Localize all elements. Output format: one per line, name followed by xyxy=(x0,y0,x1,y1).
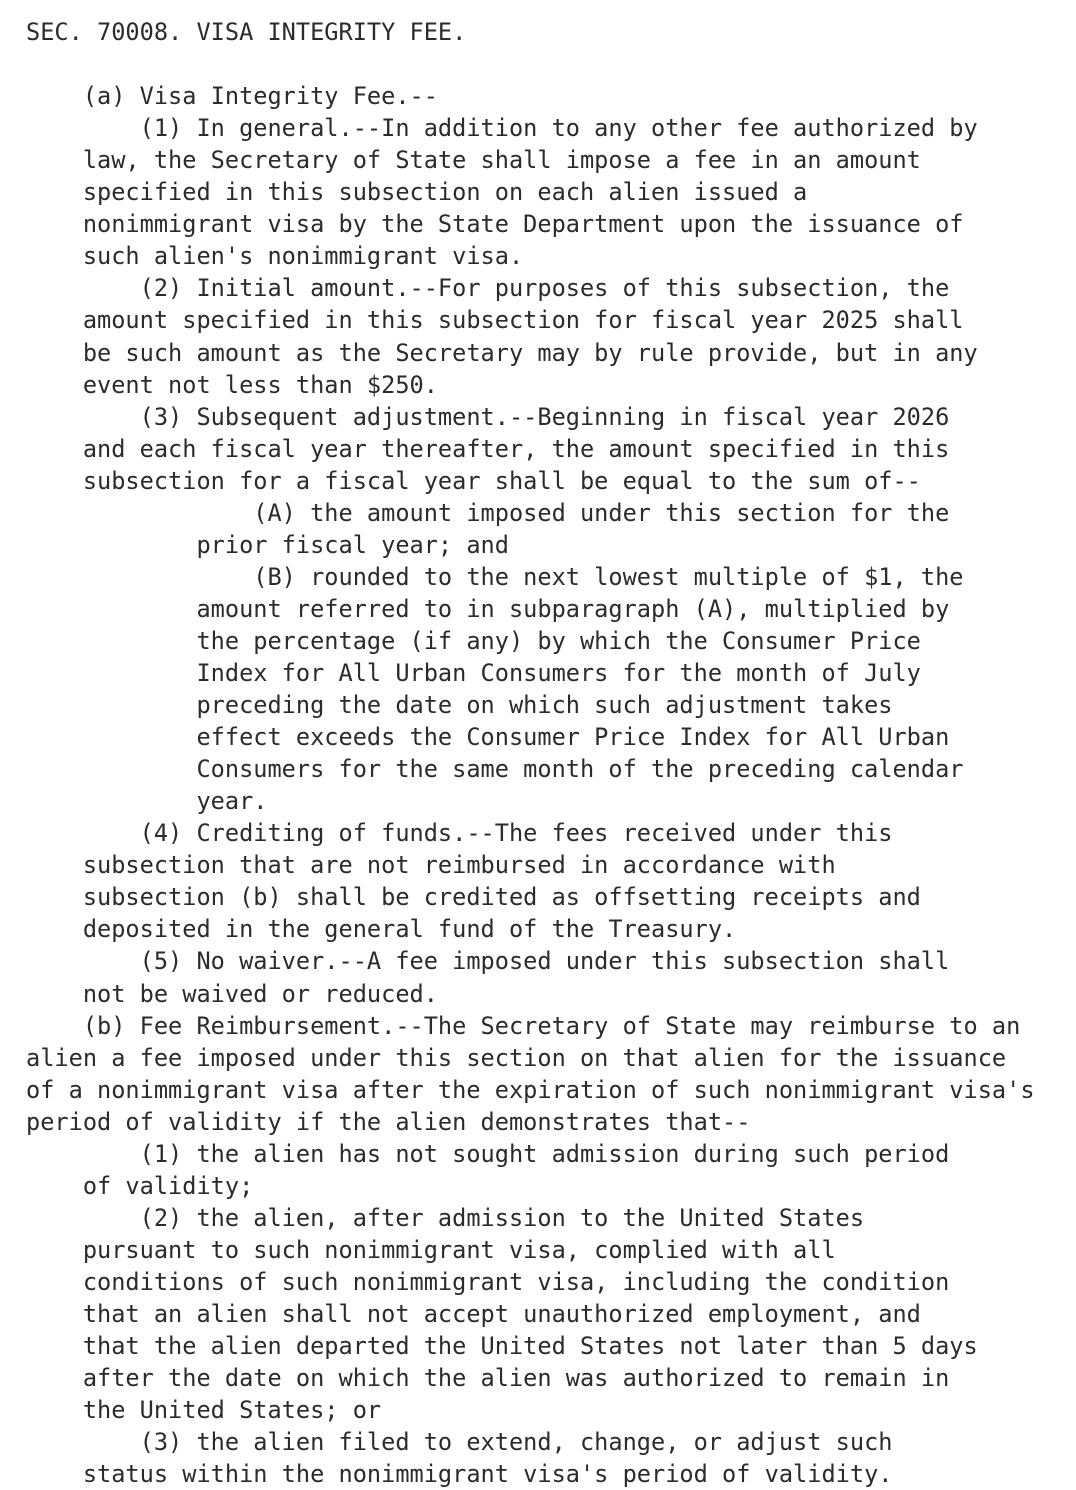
text-line: that an alien shall not accept unauthorized employment, and xyxy=(26,1300,921,1328)
text-line: (3) the alien filed to extend, change, or adjust such xyxy=(26,1428,893,1457)
text-line: nonimmigrant visa by the State Department upon the issuance of xyxy=(26,210,964,239)
text-line: (1) In general.--In addition to any other fee authorized by xyxy=(26,114,978,143)
text-line: event not less than $250. xyxy=(26,370,438,399)
text-line: period of validity if the alien demonstrates that-- xyxy=(26,1107,751,1136)
text-line: of validity; xyxy=(26,1171,254,1200)
text-line: specified in this subsection on each alien issued a xyxy=(26,178,808,207)
text-line: be such amount as the Secretary may by rule provide, but in any xyxy=(26,338,978,367)
text-line: Consumers for the same month of the preceding calendar xyxy=(26,755,964,784)
text-line: not be waived or reduced. xyxy=(26,979,438,1008)
text-line: such alien's nonimmigrant visa. xyxy=(26,242,524,271)
text-line: pursuant to such nonimmigrant visa, complied with all xyxy=(26,1235,836,1264)
text-line: (3) Subsequent adjustment.--Beginning in fiscal year 2026 xyxy=(26,402,950,431)
text-line: year. xyxy=(26,787,268,816)
text-line: effect exceeds the Consumer Price Index for All Urban xyxy=(26,723,950,752)
text-line: amount specified in this subsection for fiscal year 2025 shall xyxy=(26,306,964,335)
text-line: deposited in the general fund of the Treasury. xyxy=(26,915,737,944)
section-heading: SEC. 70008. VISA INTEGRITY FEE. xyxy=(26,18,467,46)
text-line: subsection that are not reimbursed in accordance with xyxy=(26,851,836,880)
text-line: and each fiscal year thereafter, the amount specified in this xyxy=(26,434,950,463)
text-line: of a nonimmigrant visa after the expiration of such nonimmigrant visa's xyxy=(26,1075,1035,1104)
text-line: (2) Initial amount.--For purposes of this subsection, the xyxy=(26,274,950,303)
text-line: subsection for a fiscal year shall be equal to the sum of-- xyxy=(26,466,921,495)
text-line: prior fiscal year; and xyxy=(26,530,509,559)
text-line: law, the Secretary of State shall impose a fee in an amount xyxy=(26,146,921,175)
text-line: (4) Crediting of funds.--The fees received under this xyxy=(26,819,893,848)
text-line: conditions of such nonimmigrant visa, including the condition xyxy=(26,1267,950,1296)
text-line: subsection (b) shall be credited as offsetting receipts and xyxy=(26,883,921,912)
text-line: preceding the date on which such adjustment takes xyxy=(26,691,893,720)
text-line: the United States; or xyxy=(26,1396,382,1425)
subsection-a-heading: (a) Visa Integrity Fee.-- xyxy=(26,82,438,111)
text-line: (2) the alien, after admission to the United States xyxy=(26,1203,865,1232)
text-line: amount referred to in subparagraph (A), multiplied by xyxy=(26,594,950,623)
subsection-b-heading: (b) Fee Reimbursement.--The Secretary of State may reimburse to an xyxy=(26,1011,1021,1040)
text-line: status within the nonimmigrant visa's period of validity. xyxy=(26,1460,893,1489)
text-line: after the date on which the alien was authorized to remain in xyxy=(26,1364,950,1393)
text-line: alien a fee imposed under this section on that alien for the issuance xyxy=(26,1043,1007,1072)
text-line: that the alien departed the United States not later than 5 days xyxy=(26,1332,978,1361)
text-line: (5) No waiver.--A fee imposed under this subsection shall xyxy=(26,947,950,976)
text-line: (1) the alien has not sought admission during such period xyxy=(26,1139,950,1168)
text-line: (A) the amount imposed under this section for the xyxy=(26,498,950,527)
text-line: the percentage (if any) by which the Consumer Price xyxy=(26,626,921,655)
text-line: Index for All Urban Consumers for the month of July xyxy=(26,659,921,687)
text-line: (B) rounded to the next lowest multiple of $1, the xyxy=(26,562,964,591)
